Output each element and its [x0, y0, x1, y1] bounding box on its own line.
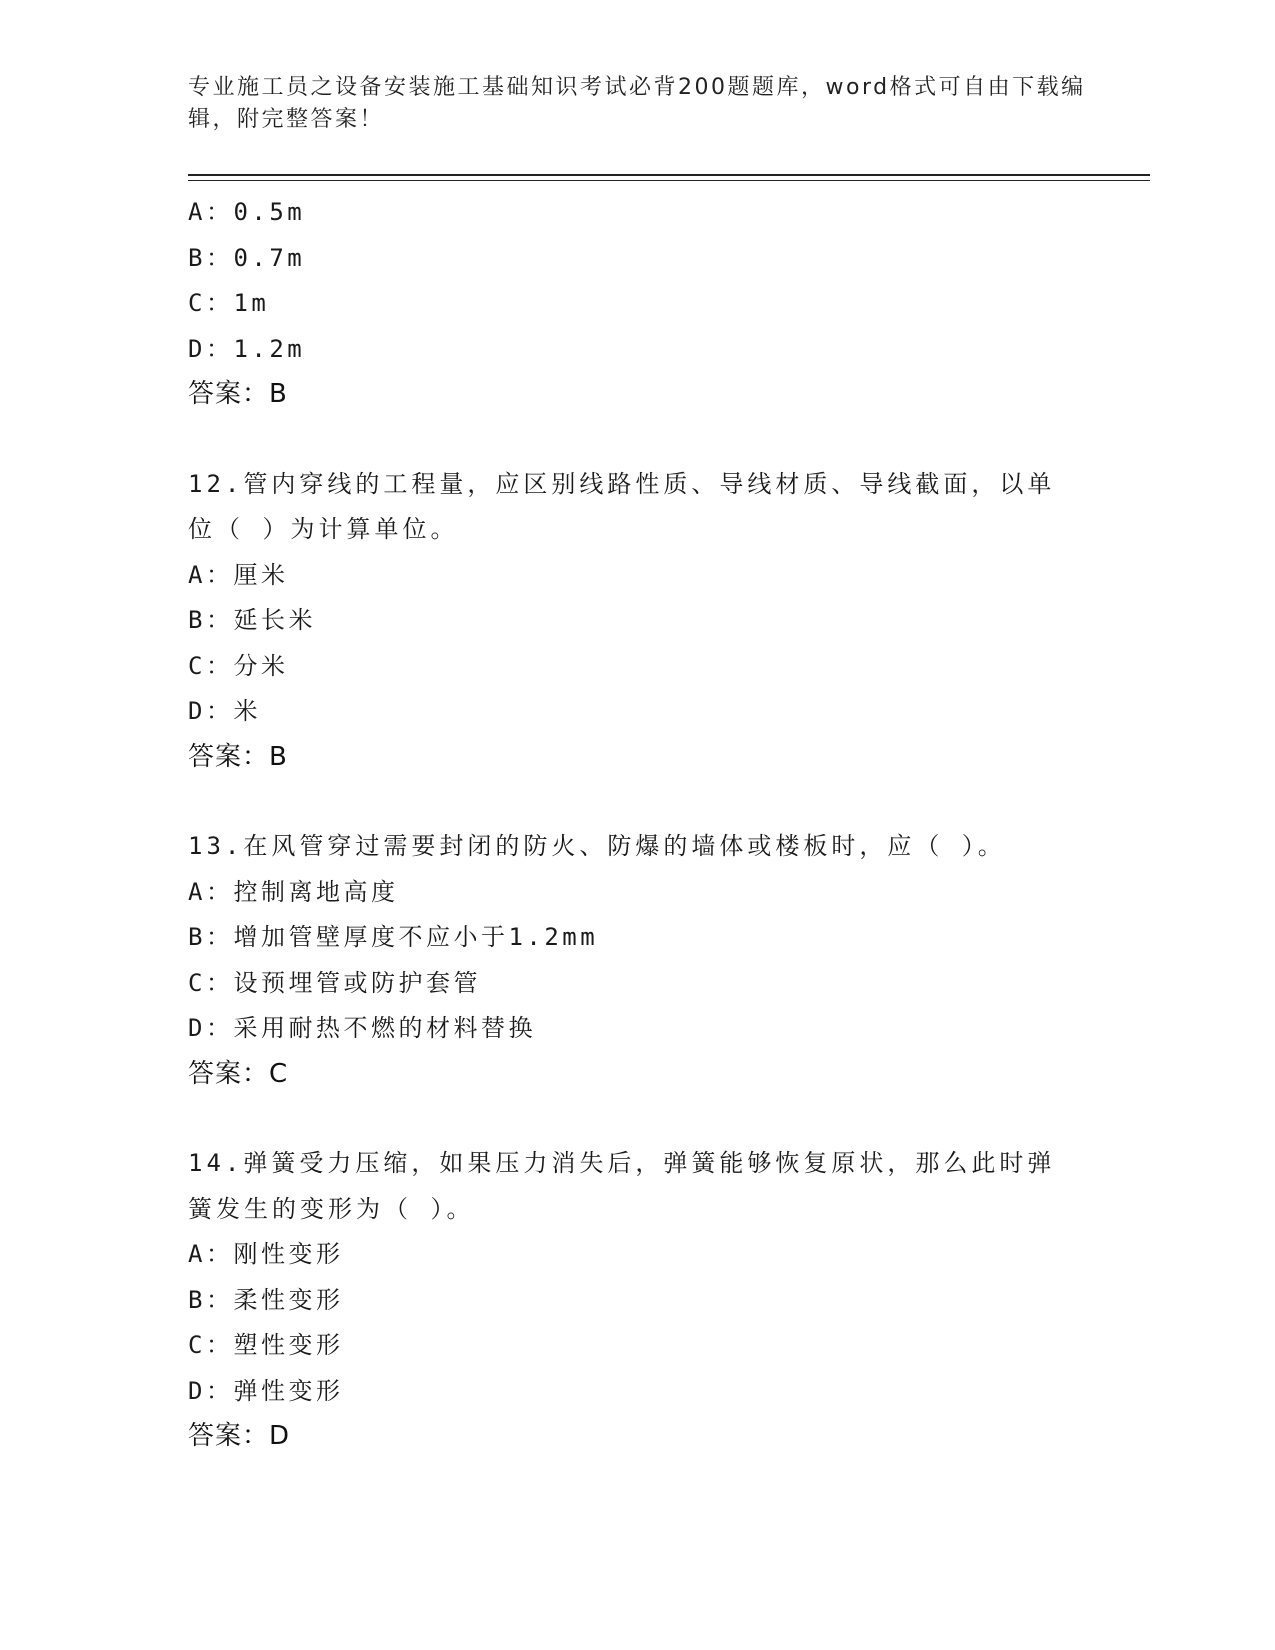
option-d — [188, 1369, 1108, 1415]
spacer — [188, 418, 1108, 462]
option-label: A： — [188, 1240, 234, 1268]
option-text: 1m — [233, 289, 270, 317]
option-text: 弹性变形 — [233, 1376, 344, 1405]
option-d — [188, 327, 1108, 373]
option-b — [188, 915, 1108, 961]
question-text: 14.弹簧受力压缩，如果压力消失后，弹簧能够恢复原状，那么此时弹簧发生的变形为（ ）。 — [188, 1149, 1056, 1223]
option-label: B： — [188, 923, 234, 951]
question-text: 12.管内穿线的工程量，应区别线路性质、导线材质、导线截面，以单位（ ）为计算单位。 — [188, 469, 1056, 543]
option-label: D： — [188, 1014, 234, 1042]
option-text: 厘米 — [233, 560, 289, 589]
option-label: B： — [188, 606, 234, 634]
header-rule-bottom — [188, 180, 1150, 181]
option-d — [188, 1006, 1108, 1052]
option-c — [188, 1323, 1108, 1369]
option-label: A： — [188, 560, 234, 589]
answer-line: 答案：B — [188, 741, 288, 772]
option-text: 采用耐热不燃的材料替换 — [233, 1014, 536, 1042]
option-label: B： — [188, 1285, 234, 1314]
option-text: 分米 — [233, 651, 289, 680]
option-label: C： — [188, 1331, 234, 1359]
option-a — [188, 870, 1108, 916]
question-block — [188, 190, 1108, 418]
option-text: 增加管壁厚度不应小于1.2mm — [233, 923, 599, 951]
option-text: 米 — [233, 697, 261, 725]
option-c — [188, 644, 1108, 690]
spacer — [188, 780, 1108, 824]
option-text: 0.5m — [233, 198, 306, 226]
option-label: A： — [188, 877, 234, 906]
header-rule-top — [188, 174, 1150, 176]
question-text: 13.在风管穿过需要封闭的防火、防爆的墙体或楼板时，应（ ）。 — [188, 832, 1006, 860]
option-c — [188, 961, 1108, 1007]
option-label: C： — [188, 968, 234, 997]
option-label: A： — [188, 198, 234, 226]
option-b — [188, 598, 1108, 644]
option-label: D： — [188, 334, 234, 363]
option-c — [188, 281, 1108, 327]
answer-line: 答案：B — [188, 379, 288, 409]
option-b — [188, 1278, 1108, 1324]
question-list — [188, 190, 1108, 1460]
question-block — [188, 462, 1108, 781]
option-a — [188, 553, 1108, 599]
option-text: 延长米 — [233, 606, 316, 634]
option-text: 刚性变形 — [233, 1240, 344, 1268]
option-label: D： — [188, 697, 234, 725]
option-text: 设预埋管或防护套管 — [233, 968, 481, 997]
option-text: 控制离地高度 — [233, 877, 399, 906]
option-text: 塑性变形 — [233, 1331, 344, 1359]
option-a — [188, 1232, 1108, 1278]
answer-line: 答案：D — [188, 1421, 291, 1451]
option-b — [188, 236, 1108, 282]
option-label: C： — [188, 651, 234, 680]
option-a — [188, 190, 1108, 236]
option-d — [188, 689, 1108, 735]
spacer — [188, 1097, 1108, 1141]
option-text: 1.2m — [233, 334, 306, 363]
option-label: D： — [188, 1376, 234, 1405]
option-text: 0.7m — [233, 243, 306, 272]
option-label: B： — [188, 243, 234, 272]
question-block — [188, 1141, 1108, 1460]
option-text: 柔性变形 — [233, 1285, 344, 1314]
option-label: C： — [188, 289, 234, 317]
document-header: 专业施工员之设备安装施工基础知识考试必背200题题库，word格式可自由下载编辑，附完整答案！ — [188, 75, 1086, 132]
question-block — [188, 824, 1108, 1097]
answer-line: 答案：C — [188, 1058, 289, 1089]
